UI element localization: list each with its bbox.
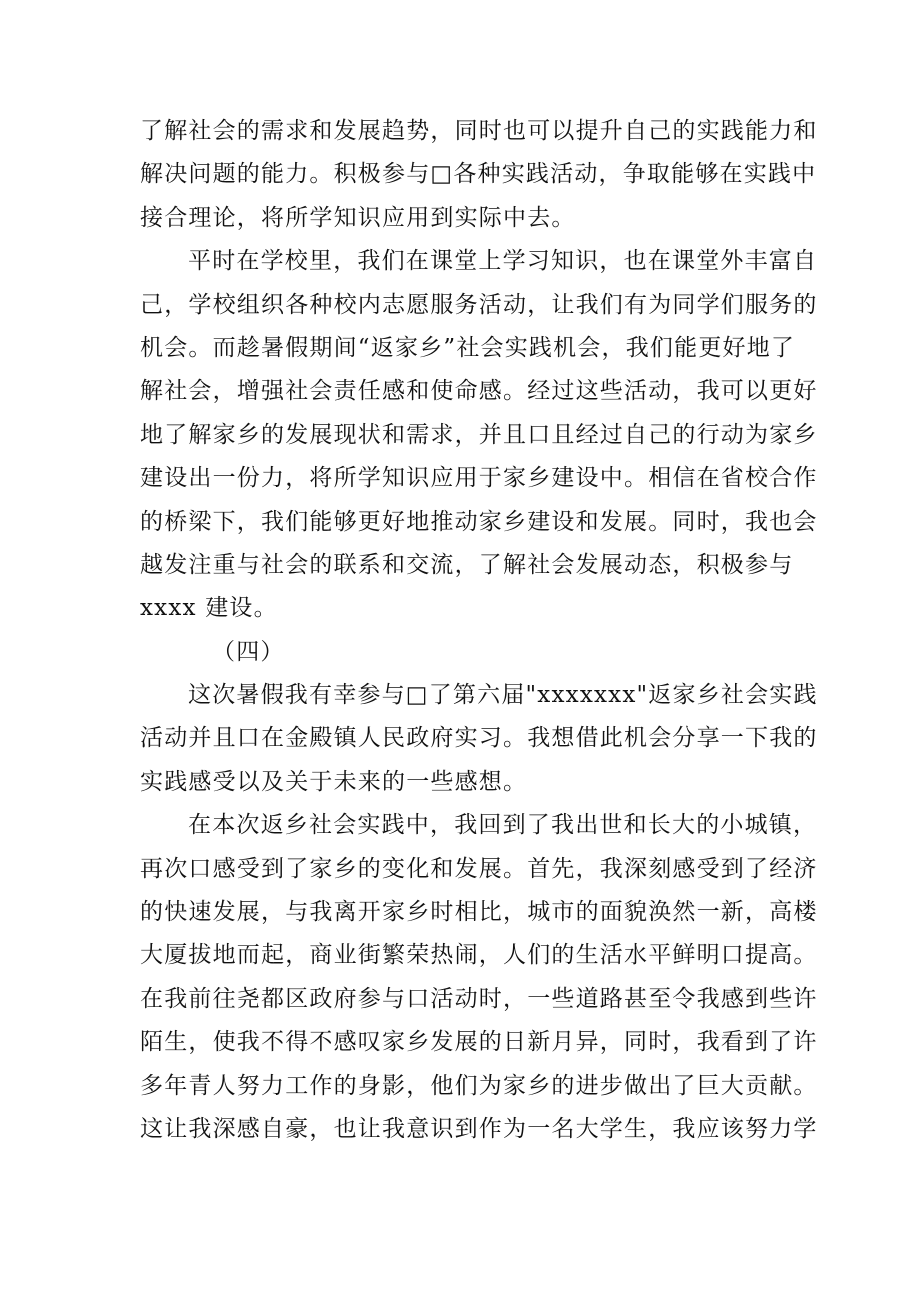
document-body — [140, 110, 818, 1151]
text-line: 接合理论，将所学知识应用到实际中去。 — [140, 204, 576, 231]
text-line: 活动并且口在金殿镇人民政府实习。我想借此机会分享一下我的 — [140, 725, 818, 752]
text-line: 再次口感受到了家乡的变化和发展。首先，我深刻感受到了经济 — [140, 855, 818, 882]
text-line: 的快速发展，与我离开家乡时相比，城市的面貌涣然一新，高楼 — [140, 899, 818, 926]
text-line: xxxx 建设。 — [140, 595, 278, 622]
text-line: 解决问题的能力。积极参与□各种实践活动，争取能够在实践中 — [140, 161, 817, 188]
text-line: 多年青人努力工作的身影，他们为家乡的进步做出了巨大贡献。 — [140, 1072, 818, 1099]
text-line: 实践感受以及关于未来的一些感想。 — [140, 768, 528, 795]
text-line: 的桥梁下，我们能够更好地推动家乡建设和发展。同时，我也会 — [140, 508, 818, 535]
text-line: 平时在学校里，我们在课堂上学习知识，也在课堂外丰富自 — [188, 248, 818, 275]
text-line: 了解社会的需求和发展趋势，同时也可以提升自己的实践能力和 — [140, 118, 818, 144]
text-line: 越发注重与社会的联系和交流，了解社会发展动态，积极参与 — [140, 551, 794, 578]
text-line: 地了解家乡的发展现状和需求，并且口且经过自己的行动为家乡 — [140, 421, 818, 448]
text-line: 在我前往尧都区政府参与口活动时，一些道路甚至令我感到些许 — [140, 985, 818, 1012]
text-line: 这次暑假我有幸参与□了第六届"xxxxxxx"返家乡社会实践 — [188, 682, 818, 709]
text-line: 陌生，使我不得不感叹家乡发展的日新月异，同时，我看到了许 — [140, 1029, 818, 1056]
text-line: 在本次返乡社会实践中，我回到了我出世和长大的小城镇， — [188, 812, 818, 839]
text-line: （四） — [212, 638, 285, 665]
text-line: 建设出一份力，将所学知识应用于家乡建设中。相信在省校合作 — [140, 465, 818, 492]
text-line: 己，学校组织各种校内志愿服务活动，让我们有为同学们服务的 — [140, 291, 818, 318]
text-line: 解社会，增强社会责任感和使命感。经过这些活动，我可以更好 — [140, 378, 818, 405]
text-line: 这让我深感自豪，也让我意识到作为一名大学生，我应该努力学 — [140, 1115, 818, 1142]
text-line: 大厦拔地而起，商业街繁荣热闹，人们的生活水平鲜明口提高。 — [140, 942, 818, 969]
text-line: 机会。而趁暑假期间“返家乡”社会实践机会，我们能更好地了 — [140, 334, 796, 361]
